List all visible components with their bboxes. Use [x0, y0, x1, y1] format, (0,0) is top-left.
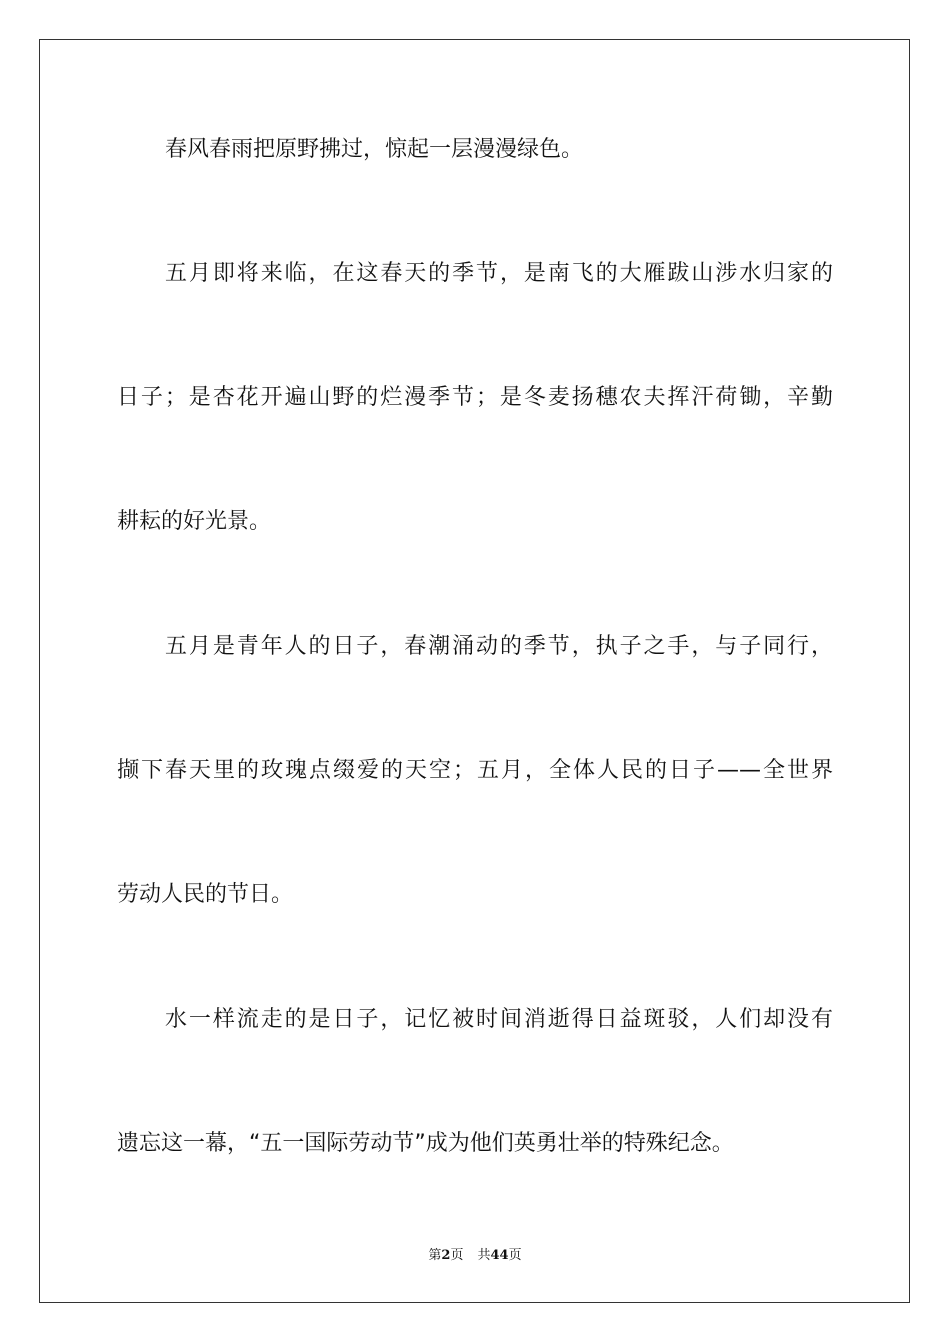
- paragraph-3-line-3: 劳动人民的节日。: [117, 882, 294, 907]
- footer-page-prefix: 第: [428, 1248, 442, 1263]
- paragraph-3-line-2: 撷下春天里的玫瑰点缀爱的天空；五月，全体人民的日子——全世界: [117, 758, 833, 783]
- page-footer: [0, 1248, 950, 1264]
- paragraph-4-line-1: 水一样流走的是日子，记忆被时间消逝得日益斑驳，人们却没有: [165, 1007, 833, 1032]
- footer-total-pages: 44: [490, 1248, 509, 1263]
- footer-page-suffix: 页: [450, 1248, 464, 1263]
- paragraph-3-line-1: 五月是青年人的日子，春潮涌动的季节，执子之手，与子同行，: [165, 634, 833, 659]
- footer-total-prefix: 共: [477, 1248, 491, 1263]
- paragraph-2-line-2: 日子；是杏花开遍山野的烂漫季节；是冬麦扬穗农夫挥汗荷锄，辛勤: [117, 385, 833, 410]
- page-frame: [39, 39, 910, 1303]
- footer-page-number: 2: [441, 1248, 451, 1263]
- footer-total-suffix: 页: [508, 1248, 522, 1263]
- paragraph-2-line-1: 五月即将来临，在这春天的季节，是南飞的大雁跋山涉水归家的: [165, 261, 833, 286]
- paragraph-2-line-3: 耕耘的好光景。: [117, 509, 272, 534]
- paragraph-4-line-2: 遗忘这一幕，“五一国际劳动节”成为他们英勇壮举的特殊纪念。: [117, 1131, 734, 1156]
- paragraph-1-line-1: 春风春雨把原野拂过，惊起一层漫漫绿色。: [165, 137, 584, 162]
